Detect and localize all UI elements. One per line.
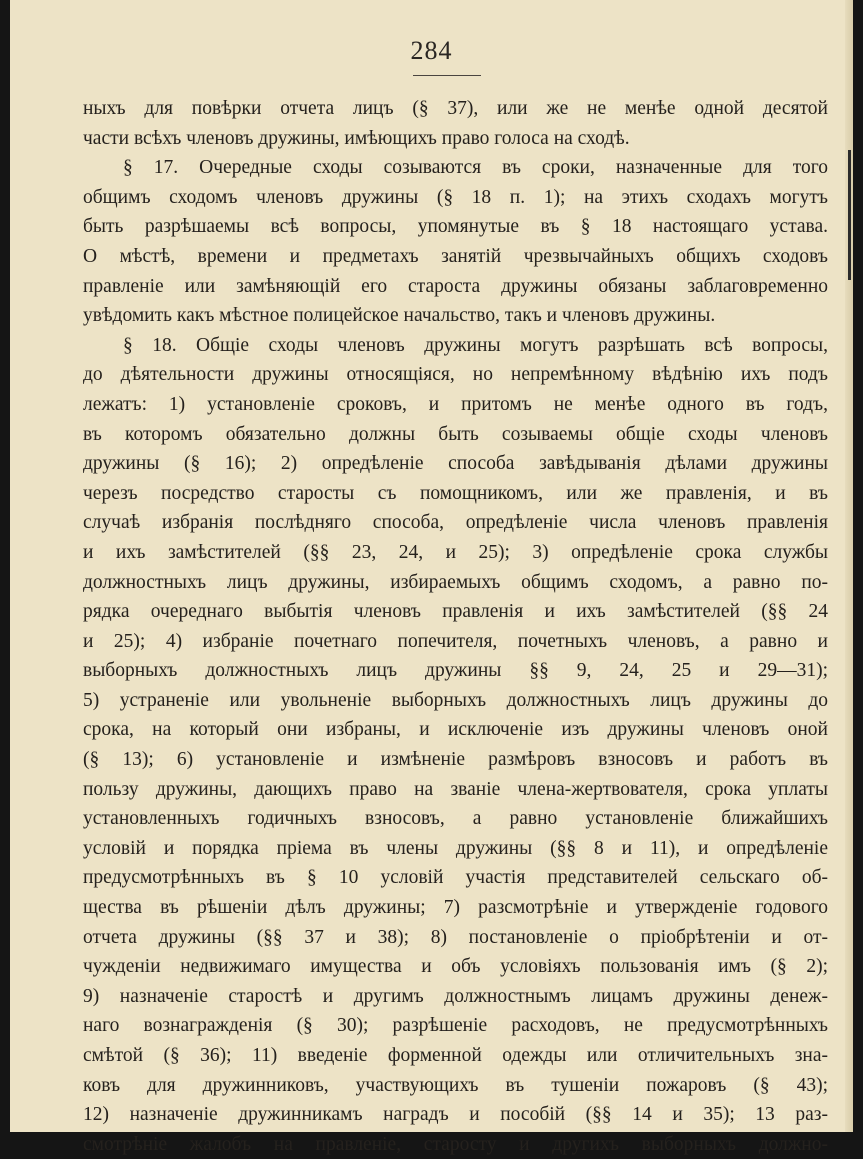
text-line: рядка очереднаго выбытія членовъ правленія и ихъ замѣстителей (§§ 24	[83, 601, 828, 623]
page-number-rule	[413, 75, 481, 76]
binding-mark	[848, 150, 851, 280]
text-line: срока, на который они избраны, и исключеніе изъ дружины членовъ оной	[83, 719, 828, 741]
text-line: чужденіи недвижимаго имущества и объ условіяхъ пользованія имъ (§ 2);	[83, 956, 828, 978]
text-line: и ихъ замѣстителей (§§ 23, 24, и 25); 3) опредѣленіе срока службы	[83, 541, 828, 563]
text-line: щества въ рѣшеніи дѣлъ дружины; 7) разсмотрѣніе и утвержденіе годового	[83, 897, 828, 919]
text-line: ныхъ для повѣрки отчета лицъ (§ 37), или же не менѣе одной десятой	[83, 98, 828, 119]
text-line: § 18. Общіе сходы членовъ дружины могутъ разрѣшать всѣ вопросы,	[123, 334, 828, 356]
text-line: лежатъ: 1) установленіе сроковъ, и притомъ не менѣе одного въ годъ,	[83, 393, 828, 415]
text-line: случаѣ избранія послѣдняго способа, опредѣленіе числа членовъ правленія	[83, 512, 828, 534]
text-line: О мѣстѣ, времени и предметахъ занятій чрезвычайныхъ общихъ сходовъ	[83, 245, 828, 267]
text-line: должностныхъ лицъ дружины, избираемыхъ общимъ сходомъ, а равно по-	[83, 571, 828, 593]
text-line: 9) назначеніе старостѣ и другимъ должностнымъ лицамъ дружины денеж-	[83, 985, 828, 1007]
text-line: до дѣятельности дружины относящіяся, но непремѣнному вѣдѣнію ихъ подъ	[83, 364, 828, 386]
text-line: черезъ посредство старосты съ помощникомъ, или же правленія, и въ	[83, 482, 828, 504]
text-line: 12) назначеніе дружинникамъ наградъ и пособій (§§ 14 и 35); 13 раз-	[83, 1104, 828, 1126]
text-line: правленіе или замѣняющій его староста дружины обязаны заблаговременно	[83, 275, 828, 297]
text-line: § 17. Очередные сходы созываются въ сроки, назначенные для того	[123, 157, 828, 179]
text-line: условій и порядка пріема въ члены дружины (§§ 8 и 11), и опредѣленіе	[83, 837, 828, 859]
body-text	[83, 94, 828, 1159]
text-line: установленныхъ годичныхъ взносовъ, а равно установленіе ближайшихъ	[83, 808, 828, 830]
page-number: 284	[410, 36, 453, 65]
text-line: смѣтой (§ 36); 11) введеніе форменной одежды или отличительныхъ зна-	[83, 1045, 828, 1066]
text-line: 5) устраненіе или увольненіе выборныхъ должностныхъ лицъ дружины до	[83, 689, 828, 711]
text-line: быть разрѣшаемы всѣ вопросы, упомянутые въ § 18 настоящаго устава.	[83, 216, 828, 238]
text-line: наго вознагражденія (§ 30); разрѣшеніе расходовъ, не предусмотрѣнныхъ	[83, 1015, 828, 1037]
text-line: увѣдомить какъ мѣстное полицейское начальство, такъ и членовъ дружины.	[83, 305, 716, 327]
book-page	[10, 0, 853, 1155]
text-line: пользу дружины, дающихъ право на званіе члена-жертвователя, срока уплаты	[83, 778, 828, 800]
text-line: части всѣхъ членовъ дружины, имѣющихъ право голоса на сходѣ.	[83, 127, 630, 149]
text-line: и 25); 4) избраніе почетнаго попечителя, почетныхъ членовъ, а равно и	[83, 630, 828, 652]
text-line: отчета дружины (§§ 37 и 38); 8) постановленіе о пріобрѣтеніи и от-	[83, 926, 828, 948]
text-line: ковъ для дружинниковъ, участвующихъ въ тушеніи пожаровъ (§ 43);	[83, 1074, 828, 1096]
text-line: въ которомъ обязательно должны быть созываемы общіе сходы членовъ	[83, 423, 828, 445]
text-line: общимъ сходомъ членовъ дружины (§ 18 п. 1); на этихъ сходахъ могутъ	[83, 186, 828, 208]
text-line: дружины (§ 16); 2) опредѣленіе способа завѣдыванія дѣлами дружины	[83, 453, 828, 475]
text-line: (§ 13); 6) установленіе и измѣненіе размѣровъ взносовъ и работъ въ	[83, 749, 828, 771]
text-line: предусмотрѣнныхъ въ § 10 условій участія представителей сельскаго об-	[83, 867, 828, 889]
text-line: смотрѣніе жалобъ на правленіе, старосту и другихъ выборныхъ должно-	[83, 1133, 828, 1155]
text-line: выборныхъ должностныхъ лицъ дружины §§ 9, 24, 25 и 29—31);	[83, 660, 828, 682]
